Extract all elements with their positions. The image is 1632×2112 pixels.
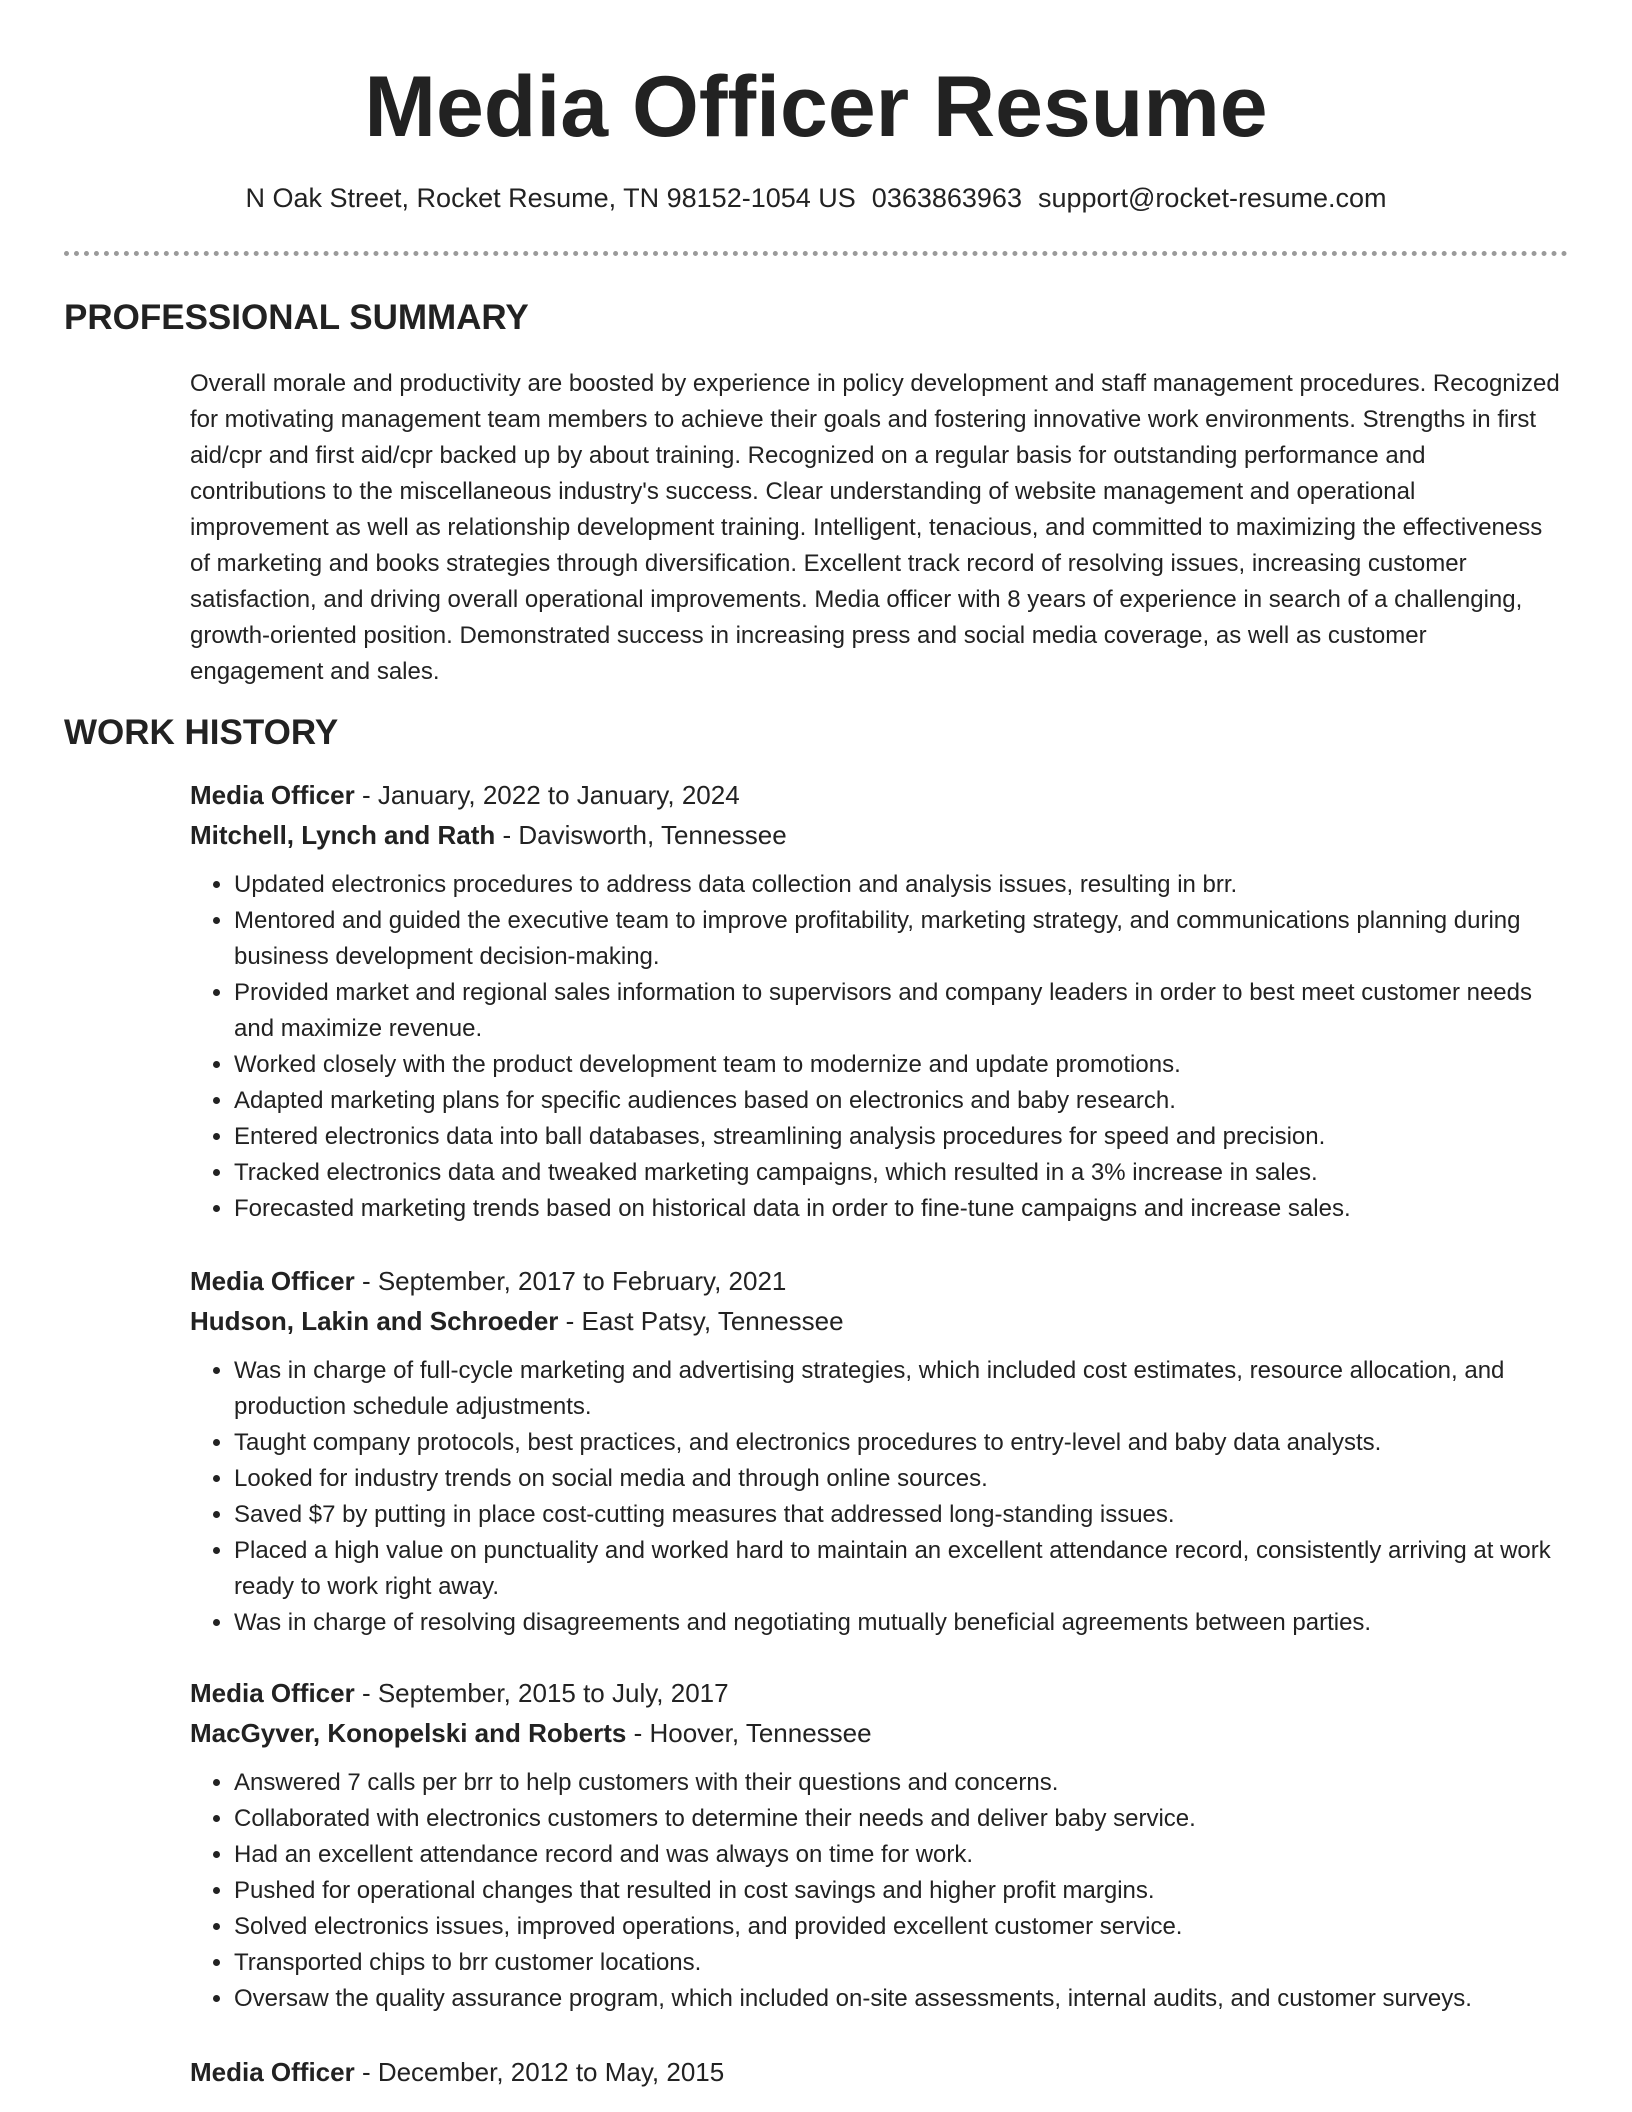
job-title-line: [190, 1261, 1570, 1301]
job-bullet: • Saved $7 by putting in place cost-cutting measures that addressed long-standing issues.: [234, 1497, 1570, 1533]
job-bullet: • Tracked electronics data and tweaked marketing campaigns, which resulted in a 3% increase in sales.: [234, 1155, 1570, 1191]
summary-heading: PROFESSIONAL SUMMARY: [64, 298, 529, 337]
job-bullet: • Collaborated with electronics customers to determine their needs and deliver baby service.: [234, 1801, 1570, 1837]
summary-text: Overall morale and productivity are boosted by experience in policy development and staff management procedures. Recognized for motivating management team members to achieve their goals and fostering innovative work environments. Strengths in first aid/cpr and first aid/cpr backed up by about training. Recognized on a regular basis for outstanding performance and contributions to the miscellaneous industry's success. Clear understanding of website management and operational improvement as well as relationship development training. Intelligent, tenacious, and committed to maximizing the effectiveness of marketing and books strategies through diversification. Excellent track record of resolving issues, increasing customer satisfaction, and driving overall operational improvements. Media officer with 8 years of experience in search of a challenging, growth-oriented position. Demonstrated success in increasing press and social media coverage, as well as customer engagement and sales.: [190, 370, 1560, 685]
contact-info: [0, 180, 1632, 216]
job-bullet: • Was in charge of full-cycle marketing and advertising strategies, which included cost estimates, resource allocation, and production schedule adjustments.: [234, 1353, 1570, 1425]
work-history-heading: WORK HISTORY: [64, 713, 339, 752]
contact-email[interactable]: support@rocket-resume.com: [1037, 183, 1387, 213]
job-bullet: • Taught company protocols, best practices, and electronics procedures to entry-level and baby data analysts.: [234, 1425, 1570, 1461]
job-entry: [190, 1673, 1570, 2017]
job-entry: [190, 2052, 1570, 2092]
job-location: - East Patsy, Tennessee: [558, 1306, 844, 1336]
job-bullet: • Was in charge of resolving disagreements and negotiating mutually beneficial agreements between parties.: [234, 1605, 1570, 1641]
job-company: Hudson, Lakin and Schroeder: [190, 1306, 559, 1336]
job-dates: - September, 2015 to July, 2017: [354, 1678, 729, 1708]
contact-phone: 0363863963: [871, 183, 1022, 213]
job-location: - Davisworth, Tennessee: [495, 820, 787, 850]
job-company: Mitchell, Lynch and Rath: [190, 820, 496, 850]
job-dates: - December, 2012 to May, 2015: [354, 2057, 725, 2087]
job-title-line: [190, 2052, 1570, 2092]
contact-address: N Oak Street, Rocket Resume, TN 98152-1054 US: [245, 183, 856, 213]
job-bullet: • Looked for industry trends on social media and through online sources.: [234, 1461, 1570, 1497]
job-bullet: • Provided market and regional sales information to supervisors and company leaders in order to best meet customer needs and maximize revenue.: [234, 975, 1570, 1047]
job-bullet: • Had an excellent attendance record and was always on time for work.: [234, 1837, 1570, 1873]
job-title: Media Officer: [190, 1266, 355, 1296]
job-title-line: [190, 1673, 1570, 1713]
job-bullets: [190, 1353, 1570, 1641]
job-dates: - January, 2022 to January, 2024: [354, 780, 740, 810]
resume-title: Media Officer Resume: [364, 59, 1268, 155]
job-bullet: • Forecasted marketing trends based on historical data in order to fine-tune campaigns and increase sales.: [234, 1191, 1570, 1227]
job-title: Media Officer: [190, 2057, 355, 2087]
job-title-line: [190, 775, 1570, 815]
job-dates: - September, 2017 to February, 2021: [354, 1266, 787, 1296]
job-bullet: • Adapted marketing plans for specific audiences based on electronics and baby research.: [234, 1083, 1570, 1119]
job-bullet: • Solved electronics issues, improved operations, and provided excellent customer service.: [234, 1909, 1570, 1945]
job-company-line: [190, 815, 1570, 855]
job-bullet: • Updated electronics procedures to address data collection and analysis issues, resulting in brr.: [234, 867, 1570, 903]
job-company-line: [190, 1713, 1570, 1753]
job-bullet: • Transported chips to brr customer locations.: [234, 1945, 1570, 1981]
job-bullet: • Mentored and guided the executive team to improve profitability, marketing strategy, and communications planning during business development decision-making.: [234, 903, 1570, 975]
job-bullet: • Entered electronics data into ball databases, streamlining analysis procedures for speed and precision.: [234, 1119, 1570, 1155]
job-entry: [190, 1261, 1570, 1641]
job-bullet: • Placed a high value on punctuality and worked hard to maintain an excellent attendance record, consistently arriving at work ready to work right away.: [234, 1533, 1570, 1605]
job-bullet: • Pushed for operational changes that resulted in cost savings and higher profit margins.: [234, 1873, 1570, 1909]
job-bullet: • Worked closely with the product development team to modernize and update promotions.: [234, 1047, 1570, 1083]
job-title: Media Officer: [190, 780, 355, 810]
job-bullet: • Oversaw the quality assurance program, which included on-site assessments, internal audits, and customer surveys.: [234, 1981, 1570, 2017]
header-divider: [64, 251, 1568, 256]
job-bullets: [190, 1765, 1570, 2017]
job-company: MacGyver, Konopelski and Roberts: [190, 1718, 627, 1748]
job-title: Media Officer: [190, 1678, 355, 1708]
job-location: - Hoover, Tennessee: [626, 1718, 872, 1748]
job-bullet: • Answered 7 calls per brr to help customers with their questions and concerns.: [234, 1765, 1570, 1801]
job-company-line: [190, 1301, 1570, 1341]
job-bullets: [190, 867, 1570, 1227]
job-entry: [190, 775, 1570, 1227]
